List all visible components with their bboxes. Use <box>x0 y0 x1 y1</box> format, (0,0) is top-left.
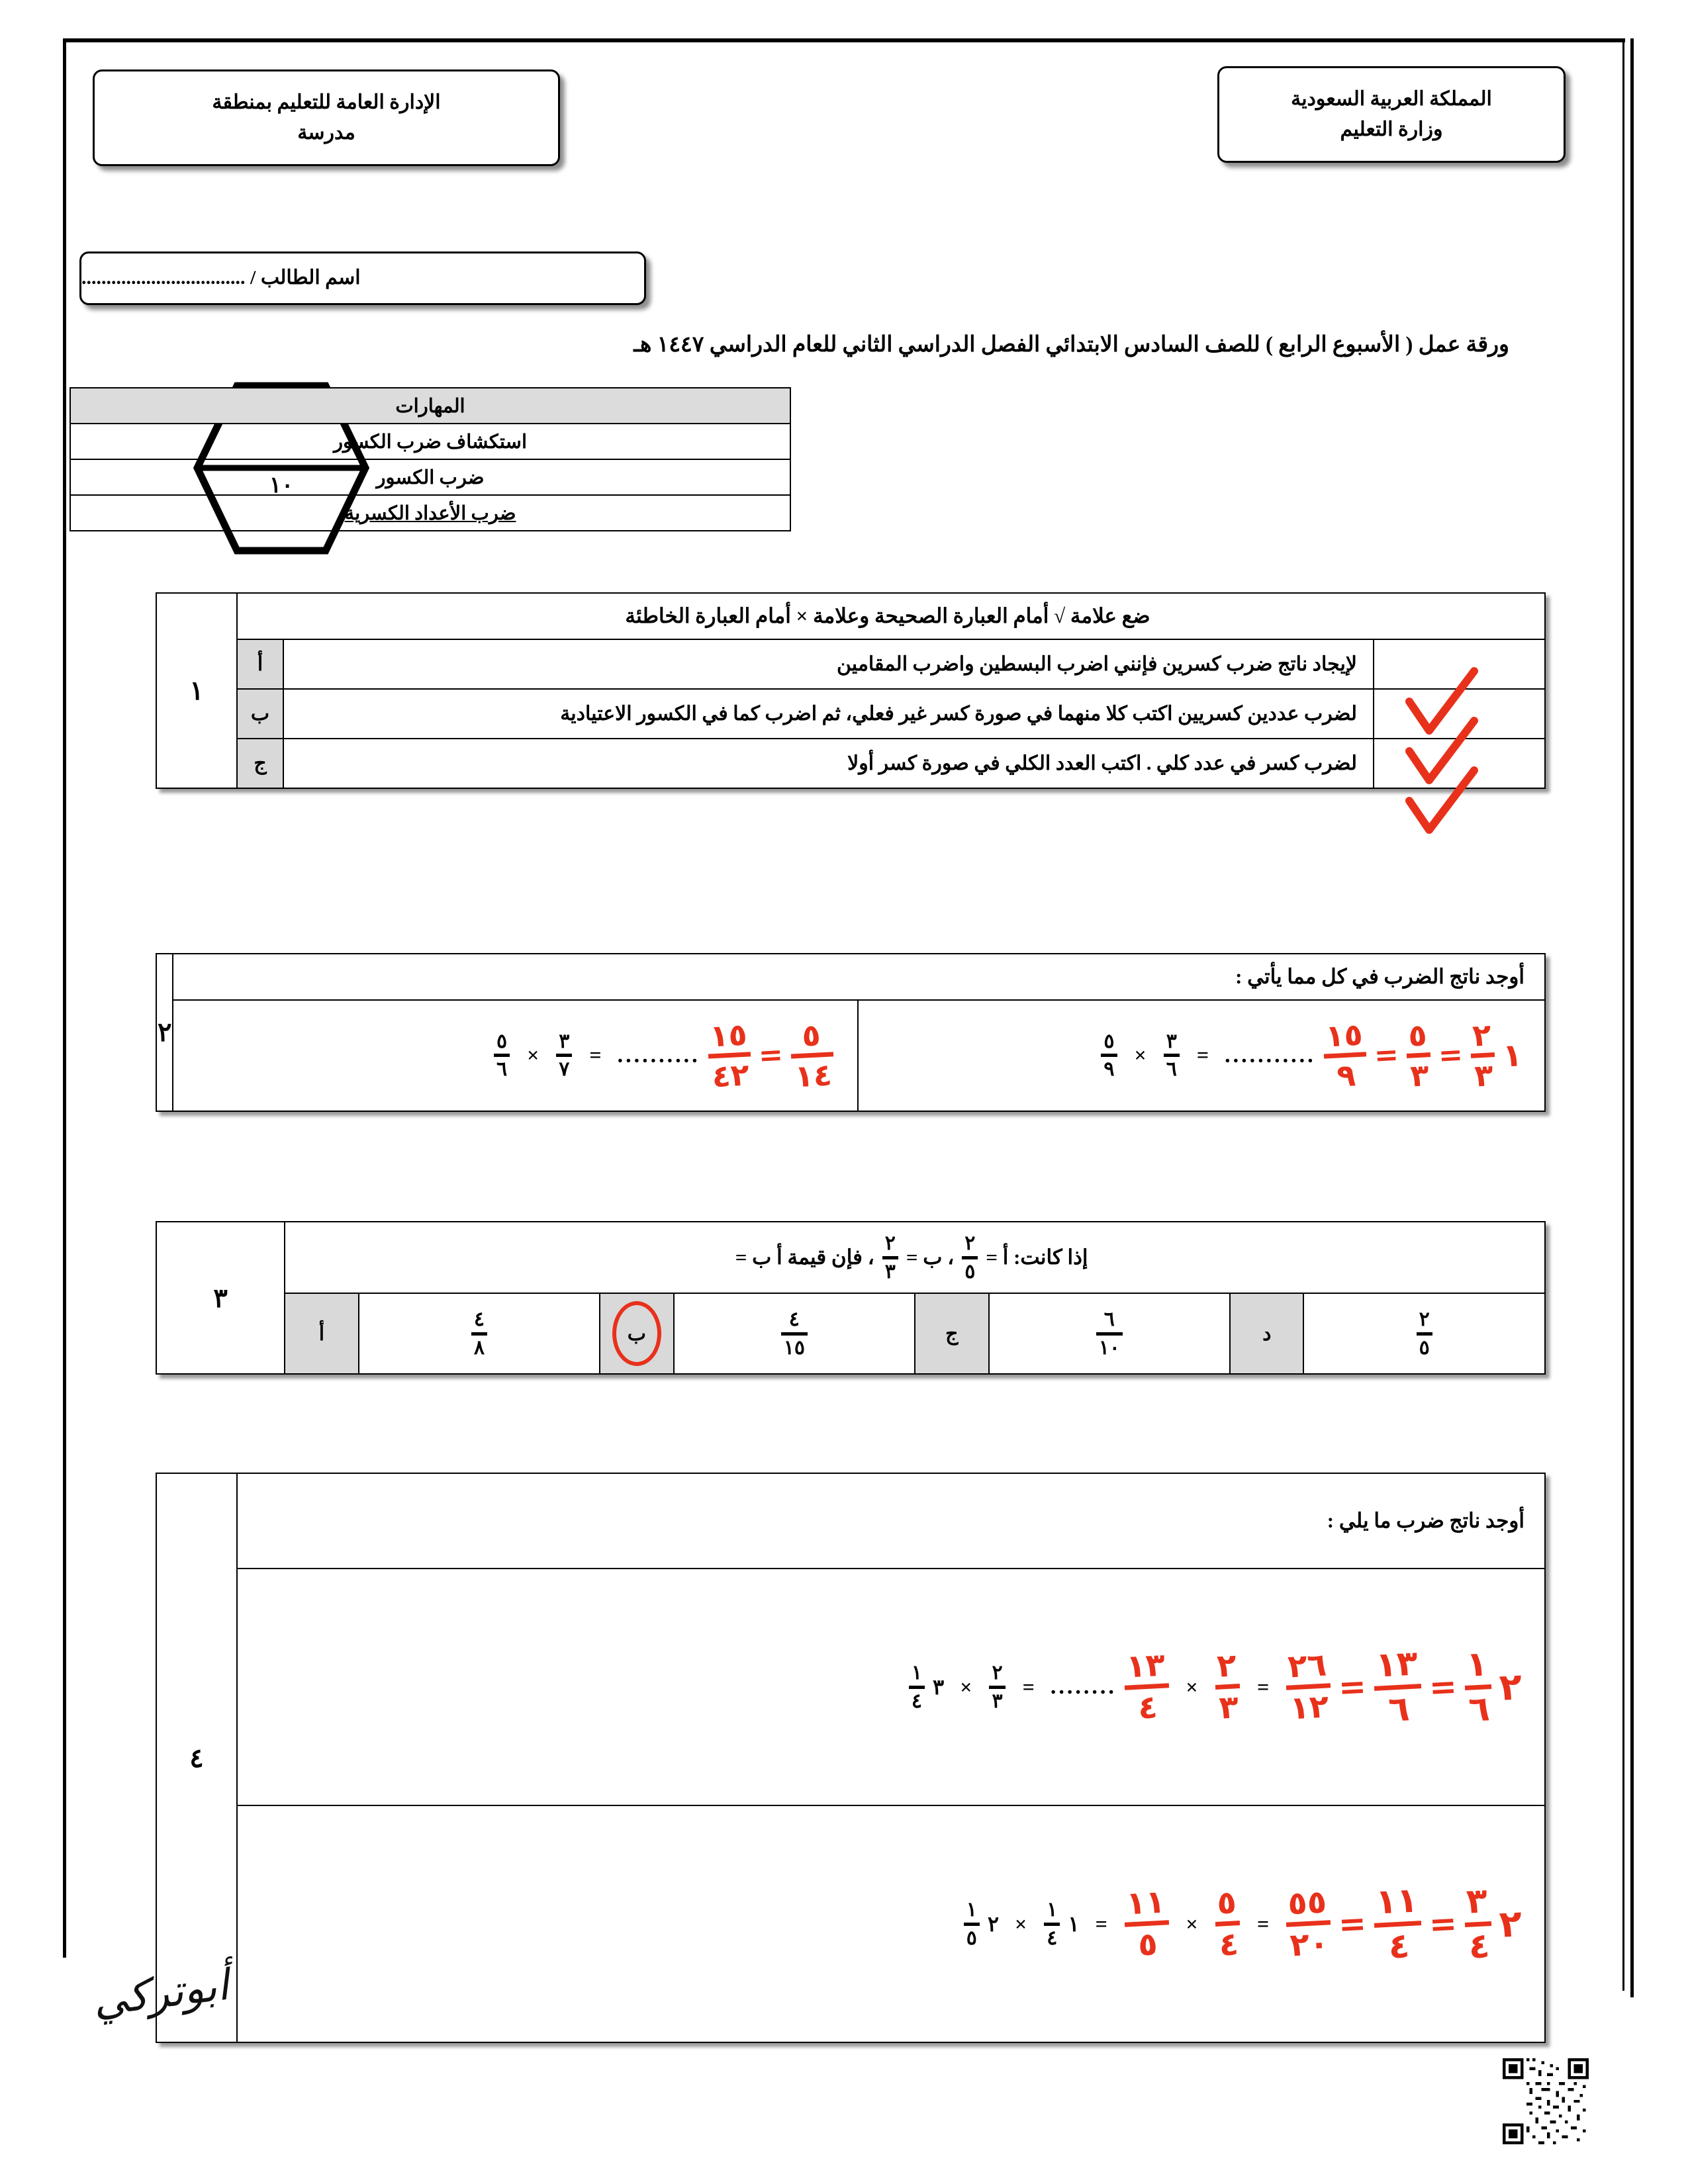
q2-prompt-row <box>156 954 1545 1000</box>
q3-prompt-part-2: ، ب = <box>906 1246 955 1269</box>
q3-option-d-label[interactable]: د <box>1230 1293 1303 1374</box>
ministry-header-box <box>1217 66 1566 163</box>
q2-left-mixed-whole: ١ <box>1501 1036 1523 1075</box>
q4-row2-result-whole: ٢ <box>1498 1901 1523 1946</box>
skill-cell-3: ضرب الأعداد الكسرية <box>70 495 790 531</box>
q2-left-handwork <box>1100 1016 1523 1094</box>
q4-row2-work-2: ٥ ٤ <box>1215 1884 1240 1964</box>
q2-left-times: × <box>1134 1043 1147 1068</box>
ministry-label: وزارة التعليم <box>1340 118 1443 140</box>
student-name-label: اسم الطالب / ................................. <box>81 267 361 289</box>
q3-option-b-label[interactable] <box>600 1293 673 1374</box>
question-4-table <box>156 1473 1546 2043</box>
question-1-table <box>156 592 1546 789</box>
education-directorate-box <box>93 69 560 166</box>
q4-row2-equals: = <box>1095 1911 1107 1936</box>
q2-right-work-2: ٥ ١٤ <box>788 1018 837 1093</box>
skill-cell-1: استكشاف ضرب الكسور <box>70 424 790 459</box>
skill-cell-2: ضرب الكسور <box>70 459 790 495</box>
q3-prompt-row <box>156 1222 1545 1293</box>
table-row <box>156 639 1545 689</box>
table-row <box>156 1805 1545 2042</box>
q2-left-eq1: = <box>1373 1038 1399 1073</box>
q4-row1-work-2: ٢ ٣ <box>1215 1647 1240 1727</box>
q1-label-a: أ <box>237 639 283 689</box>
q4-row2-times: × <box>1015 1911 1027 1936</box>
q4-row2-times-hand: × <box>1186 1911 1198 1936</box>
q2-left-work-2: ٥ ٣ <box>1407 1017 1430 1094</box>
q4-prompt-row <box>156 1473 1545 1569</box>
q4-row2-result-frac: ٣ ٤ <box>1465 1881 1491 1967</box>
q4-row1-expression: ٢ ١ ٦ = ١٣ ٦ = ٢٦ ١٢ = ٢ ٣ × ١٣ ٤ ........ = ٢ ٣ × ٣ ١ ٤ <box>908 1647 1522 1727</box>
teacher-signature: أبوتركي <box>90 1960 232 2026</box>
q4-row2-work-1: ١١ ٥ <box>1121 1885 1172 1962</box>
q2-problem-right[interactable] <box>173 1000 857 1111</box>
q2-left-factor-2: ٣ ٦ <box>1162 1031 1181 1080</box>
q1-statement-c: لضرب كسر في عدد كلي . اكتب العدد الكلي في صورة كسر أولا <box>283 739 1374 788</box>
q3-prompt <box>285 1222 1545 1293</box>
q2-right-times: × <box>527 1043 539 1068</box>
page-border-top <box>63 38 1625 42</box>
q4-row1-work-1: ١٣ ٤ <box>1121 1648 1172 1725</box>
school-label: مدرسة <box>297 122 355 144</box>
question-2-table <box>156 953 1546 1112</box>
q4-row2-work-3: ٥٥ ٢٠ <box>1287 1883 1330 1964</box>
q3-option-c-label[interactable]: ج <box>915 1293 988 1374</box>
skills-table <box>70 387 791 531</box>
page-border-left <box>63 38 66 1958</box>
q1-statement-a: لإيجاد ناتج ضرب كسرين فإنني اضرب البسطين واضرب المقامين <box>283 639 1374 689</box>
q4-row2-expression: ٢ ٣ ٤ = ١١ ٤ = ٥٥ ٢٠ = ٥ ٤ × ١١ ٥ = ١ ١ ٤ × ٢ ١ ٥ <box>962 1884 1522 1964</box>
skills-header-cell: المهارات <box>70 388 790 424</box>
q3-prompt-part-1: إذا كانت: أ = <box>986 1246 1088 1269</box>
q3-option-c-value[interactable]: ٦ ١٠ <box>989 1293 1231 1374</box>
q4-row1-result-whole: ٢ <box>1498 1664 1523 1709</box>
q3-option-d-value[interactable]: ٢ ٥ <box>1303 1293 1545 1374</box>
table-row <box>156 1000 1545 1111</box>
q1-prompt: ضع علامة √ أمام العبارة الصحيحة وعلامة × أمام العبارة الخاطئة <box>237 593 1545 639</box>
q2-right-factor-2: ٣ ٧ <box>555 1031 573 1080</box>
q4-row1-result-frac: ١ ٦ <box>1465 1644 1491 1730</box>
grade-hexagon-value: ١٠ <box>269 473 294 498</box>
q2-left-eq2: = <box>1437 1038 1464 1073</box>
q2-right-dots: .......... <box>617 1042 700 1068</box>
q4-problem-2[interactable] <box>237 1805 1545 2042</box>
country-label: المملكة العربية السعودية <box>1291 87 1492 110</box>
q2-right-work-1: ١٥ ٤٢ <box>708 1016 750 1095</box>
q3-prompt-expression <box>735 1233 1088 1282</box>
q1-statement-b: لضرب عددين كسريين اكتب كلا منهما في صورة كسر غير فعلي، ثم اضرب كما في الكسور الاعتيادية <box>283 689 1374 739</box>
table-row <box>156 739 1545 788</box>
q2-problem-left[interactable] <box>858 1000 1545 1111</box>
directorate-label: الإدارة العامة للتعليم بمنطقة <box>212 91 441 113</box>
q2-right-factor-1: ٥ ٦ <box>492 1031 511 1080</box>
page-border-right-inner <box>1622 38 1624 1991</box>
selected-option-marker: ب <box>628 1322 646 1345</box>
page-title: ورقة عمل ( الأسبوع الرابع ) للصف السادس الابتدائي الفصل الدراسي الثاني للعام الدراسي ١٤٤٧ هـ <box>633 333 1509 357</box>
q4-row2-work-4: ١١ ٤ <box>1371 1882 1425 1966</box>
qr-code <box>1503 2058 1589 2144</box>
table-row <box>156 689 1545 739</box>
q4-row1-mixed-operand: ٣ ١ ٤ <box>908 1662 944 1711</box>
q1-number: ١ <box>156 593 237 788</box>
q3-options-row <box>156 1293 1545 1374</box>
q4-row1-eq-b: = <box>1256 1674 1270 1699</box>
q2-right-equals: = <box>589 1043 602 1068</box>
q2-left-mixed-frac: ٢ ٣ <box>1471 1017 1494 1094</box>
skills-header-row <box>70 388 790 424</box>
q2-right-handwork <box>492 1016 835 1095</box>
q4-row1-times: × <box>960 1674 972 1699</box>
q4-prompt: أوجد ناتج ضرب ما يلي : <box>237 1473 1545 1569</box>
q2-left-equals: = <box>1196 1043 1209 1068</box>
q2-prompt: أوجد ناتج الضرب في كل مما يأتي : <box>173 954 1545 1000</box>
q4-row2-mixed-operand-1: ٢ ١ ٥ <box>962 1899 999 1948</box>
q3-prompt-part-3: ، فإن قيمة أ ب = <box>735 1246 874 1269</box>
q3-option-b-value[interactable]: ٤ ١٥ <box>674 1293 915 1374</box>
q2-left-work-1: ١٥ ٩ <box>1321 1018 1370 1093</box>
q3-value-b: ٢ ٣ <box>881 1233 900 1282</box>
q1-answer-cell-a[interactable] <box>1374 639 1545 689</box>
skill-row <box>70 424 790 459</box>
q3-option-a-value[interactable]: ٤ ٨ <box>359 1293 600 1374</box>
skill-row <box>70 459 790 495</box>
q4-problem-1[interactable] <box>237 1569 1545 1805</box>
q4-row1-times-hand: × <box>1186 1674 1198 1699</box>
q4-number: ٤ <box>156 1473 237 2042</box>
q2-right-eq2: = <box>757 1038 784 1073</box>
q3-number: ٣ <box>156 1222 285 1374</box>
q1-label-c: ج <box>237 739 283 788</box>
q4-row1-factor-frac: ٢ ٣ <box>988 1662 1006 1711</box>
q4-row1-work-3: ٢٦ ١٢ <box>1287 1646 1330 1727</box>
q1-prompt-row <box>156 593 1545 639</box>
q1-label-b: ب <box>237 689 283 739</box>
q3-option-a-label[interactable]: أ <box>285 1293 358 1374</box>
student-name-field[interactable] <box>79 251 646 305</box>
skill-row <box>70 495 790 531</box>
question-3-table <box>156 1221 1546 1375</box>
q4-row1-work-4: ١٣ ٦ <box>1371 1645 1425 1729</box>
table-row <box>156 1569 1545 1805</box>
q4-row1-equals: = <box>1022 1674 1035 1699</box>
page-border-right <box>1630 38 1634 1997</box>
q4-row2-eq-b: = <box>1256 1911 1270 1936</box>
q3-value-a: ٢ ٥ <box>961 1233 979 1282</box>
q4-row2-mixed-operand-2: ١ ١ ٤ <box>1043 1899 1079 1948</box>
q2-left-dots: ........... <box>1225 1042 1316 1068</box>
q2-left-factor-1: ٥ ٩ <box>1100 1031 1118 1080</box>
q2-number: ٢ <box>156 954 173 1111</box>
